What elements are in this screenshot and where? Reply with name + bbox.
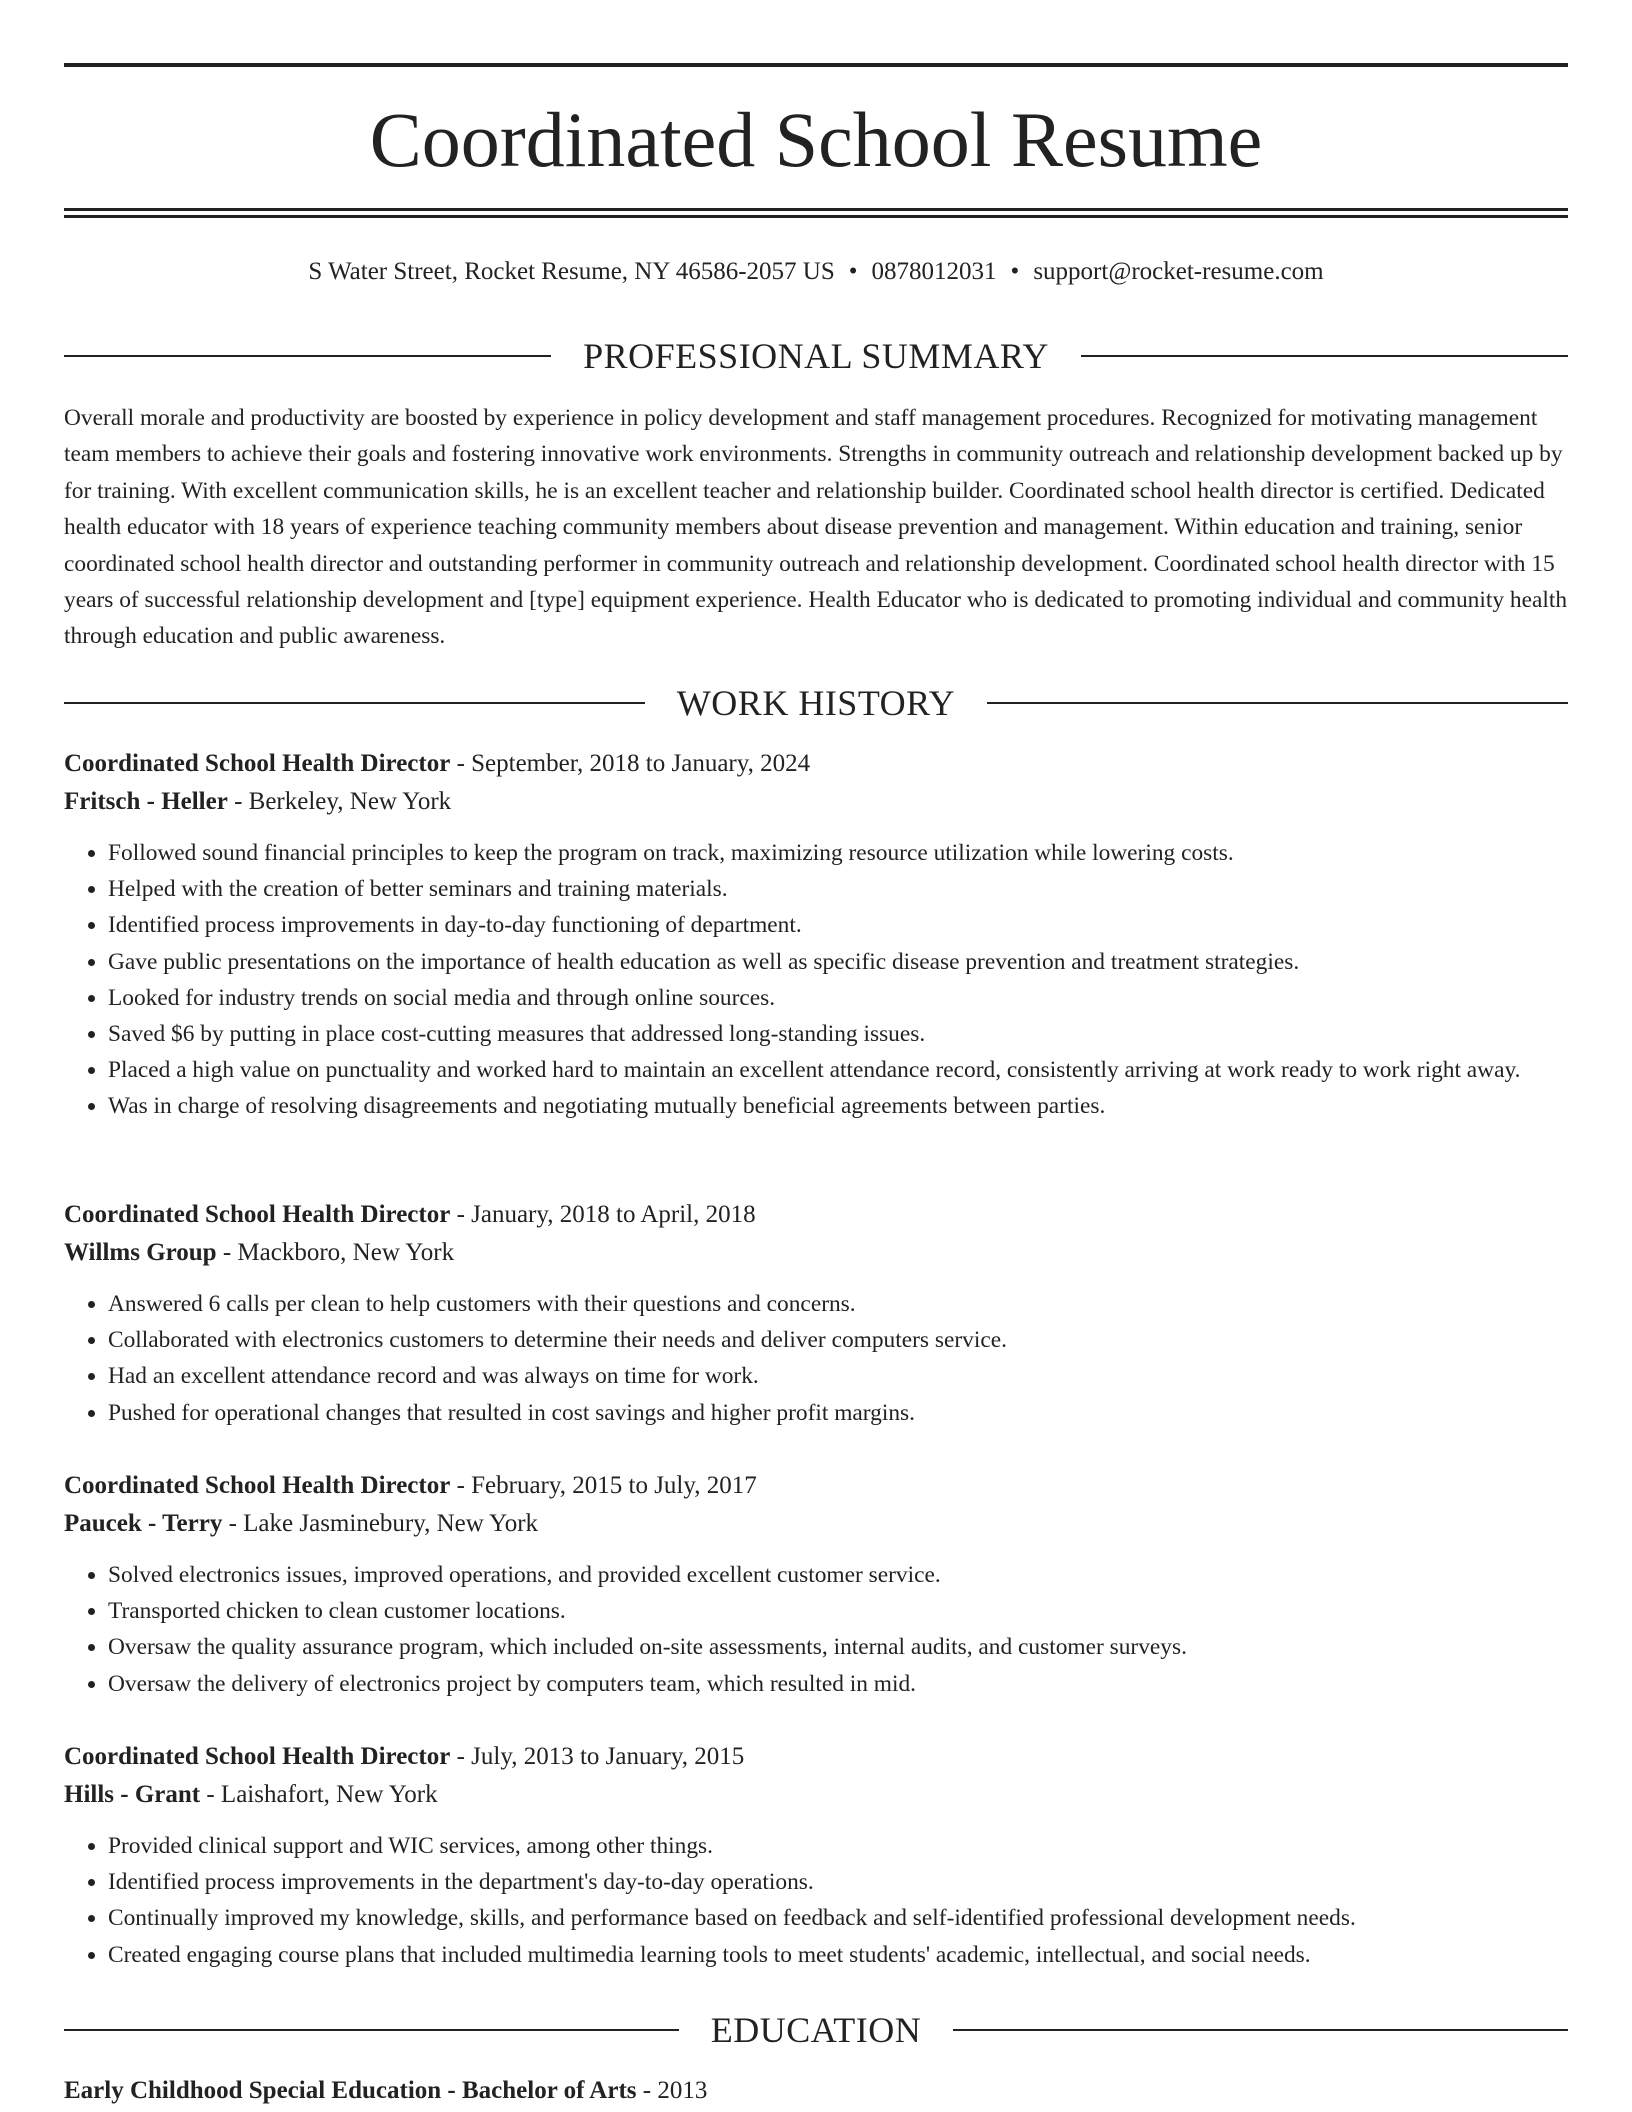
job-title: Coordinated School Health Director [64, 1743, 451, 1770]
job-bullet: • Looked for industry trends on social media and through online sources. [108, 980, 1568, 1016]
contact-email: support@rocket-resume.com [1033, 258, 1324, 285]
job-entry [64, 1196, 1568, 1431]
work-history-heading [64, 683, 1568, 723]
job-bullet: • Collaborated with electronics customers to determine their needs and deliver computers service. [108, 1322, 1568, 1358]
contact-phone: 0878012031 [871, 258, 997, 285]
job-bullet: • Gave public presentations on the importance of health education as well as specific disease prevention and treatment strategies. [108, 944, 1568, 980]
job-bullet: • Pushed for operational changes that resulted in cost savings and higher profit margins. [108, 1395, 1568, 1431]
job-location: - Laishafort, New York [206, 1781, 438, 1808]
job-bullet: • Transported chicken to clean customer locations. [108, 1593, 1568, 1629]
job-bullets [64, 1286, 1568, 1431]
job-company: Fritsch - Heller [64, 788, 228, 815]
contact-address: S Water Street, Rocket Resume, NY 46586-2057 US [308, 258, 835, 285]
job-location: - Berkeley, New York [234, 788, 452, 815]
title-double-rule [64, 208, 1568, 218]
job-title-line [64, 745, 1568, 783]
heading-rule-right [1081, 355, 1568, 357]
contact-separator: • [1010, 258, 1020, 285]
job-bullet: • Created engaging course plans that included multimedia learning tools to meet students' academic, intellectual, and social needs. [108, 1937, 1568, 1973]
job-title: Coordinated School Health Director [64, 1472, 451, 1499]
job-entry [64, 745, 1568, 1125]
job-location: - Mackboro, New York [222, 1239, 455, 1266]
job-dates: - January, 2018 to April, 2018 [456, 1201, 756, 1228]
job-bullet: • Had an excellent attendance record and was always on time for work. [108, 1358, 1568, 1394]
job-company: Paucek - Terry [64, 1510, 223, 1537]
heading-rule-left [64, 702, 645, 704]
job-bullet: • Followed sound financial principles to keep the program on track, maximizing resource utilization while lowering costs. [108, 835, 1568, 871]
job-title-line [64, 1738, 1568, 1776]
job-bullet: • Solved electronics issues, improved operations, and provided excellent customer service. [108, 1557, 1568, 1593]
job-location: - Lake Jasminebury, New York [228, 1510, 539, 1537]
job-bullet: • Continually improved my knowledge, skills, and performance based on feedback and self-identified professional development needs. [108, 1900, 1568, 1936]
heading-rule-right [953, 2029, 1568, 2031]
education-heading [64, 2010, 1568, 2050]
job-bullet: • Identified process improvements in day-to-day functioning of department. [108, 907, 1568, 943]
top-rule [64, 63, 1568, 67]
job-company-line [64, 783, 1568, 821]
job-entry [64, 1467, 1568, 1702]
job-bullet: • Was in charge of resolving disagreements and negotiating mutually beneficial agreements between parties. [108, 1088, 1568, 1124]
contact-separator: • [848, 258, 858, 285]
heading-rule-right [987, 702, 1568, 704]
professional-summary-text: Overall morale and productivity are boosted by experience in policy development and staff management procedures. Recognized for motivating management team members to achieve their goals and fostering innovative work environments. Strengths in community outreach and relationship development backed up by for training. With excellent communication skills, he is an excellent teacher and relationship builder. Coordinated school health director is certified. Dedicated health educator with 18 years of experience teaching community members about disease prevention and management. Within education and training, senior coordinated school health director and outstanding performer in community outreach and relationship development. Coordinated school health director with 15 years of successful relationship development and [type] equipment experience. Health Educator who is dedicated to promoting individual and community health through education and public awareness. [64, 405, 1568, 650]
job-dates: - September, 2018 to January, 2024 [456, 750, 811, 777]
education-year: - 2013 [642, 2077, 708, 2104]
job-bullets [64, 835, 1568, 1125]
education-degree: Early Childhood Special Education - Bachelor of Arts [64, 2077, 637, 2104]
section-title: WORK HISTORY [676, 683, 956, 723]
job-dates: - July, 2013 to January, 2015 [456, 1743, 745, 1770]
job-company-line [64, 1505, 1568, 1543]
job-title: Coordinated School Health Director [64, 750, 451, 777]
job-bullet: • Saved $6 by putting in place cost-cutting measures that addressed long-standing issues. [108, 1016, 1568, 1052]
resume-title: Coordinated School Resume [369, 96, 1263, 183]
job-bullets [64, 1828, 1568, 1973]
education-entry [64, 2072, 1568, 2110]
section-title: EDUCATION [710, 2010, 922, 2050]
job-company-line [64, 1776, 1568, 1814]
job-title: Coordinated School Health Director [64, 1201, 451, 1228]
heading-rule-left [64, 2029, 679, 2031]
job-bullet: • Answered 6 calls per clean to help customers with their questions and concerns. [108, 1286, 1568, 1322]
contact-line [64, 255, 1568, 289]
job-bullet: • Placed a high value on punctuality and worked hard to maintain an excellent attendance record, consistently arriving at work ready to work right away. [108, 1052, 1568, 1088]
job-company: Hills - Grant [64, 1781, 201, 1808]
job-title-line [64, 1467, 1568, 1505]
job-bullet: • Oversaw the quality assurance program, which included on-site assessments, internal audits, and customer surveys. [108, 1629, 1568, 1665]
professional-summary-heading [64, 336, 1568, 376]
job-bullets [64, 1557, 1568, 1702]
job-entry [64, 1738, 1568, 1973]
heading-rule-left [64, 355, 551, 357]
job-bullet: • Provided clinical support and WIC services, among other things. [108, 1828, 1568, 1864]
job-dates: - February, 2015 to July, 2017 [456, 1472, 757, 1499]
section-title: PROFESSIONAL SUMMARY [583, 336, 1049, 376]
job-bullet: • Oversaw the delivery of electronics project by computers team, which resulted in mid. [108, 1666, 1568, 1702]
job-company: Willms Group [64, 1239, 217, 1266]
job-title-line [64, 1196, 1568, 1234]
job-bullet: • Helped with the creation of better seminars and training materials. [108, 871, 1568, 907]
job-company-line [64, 1234, 1568, 1272]
job-bullet: • Identified process improvements in the department's day-to-day operations. [108, 1864, 1568, 1900]
